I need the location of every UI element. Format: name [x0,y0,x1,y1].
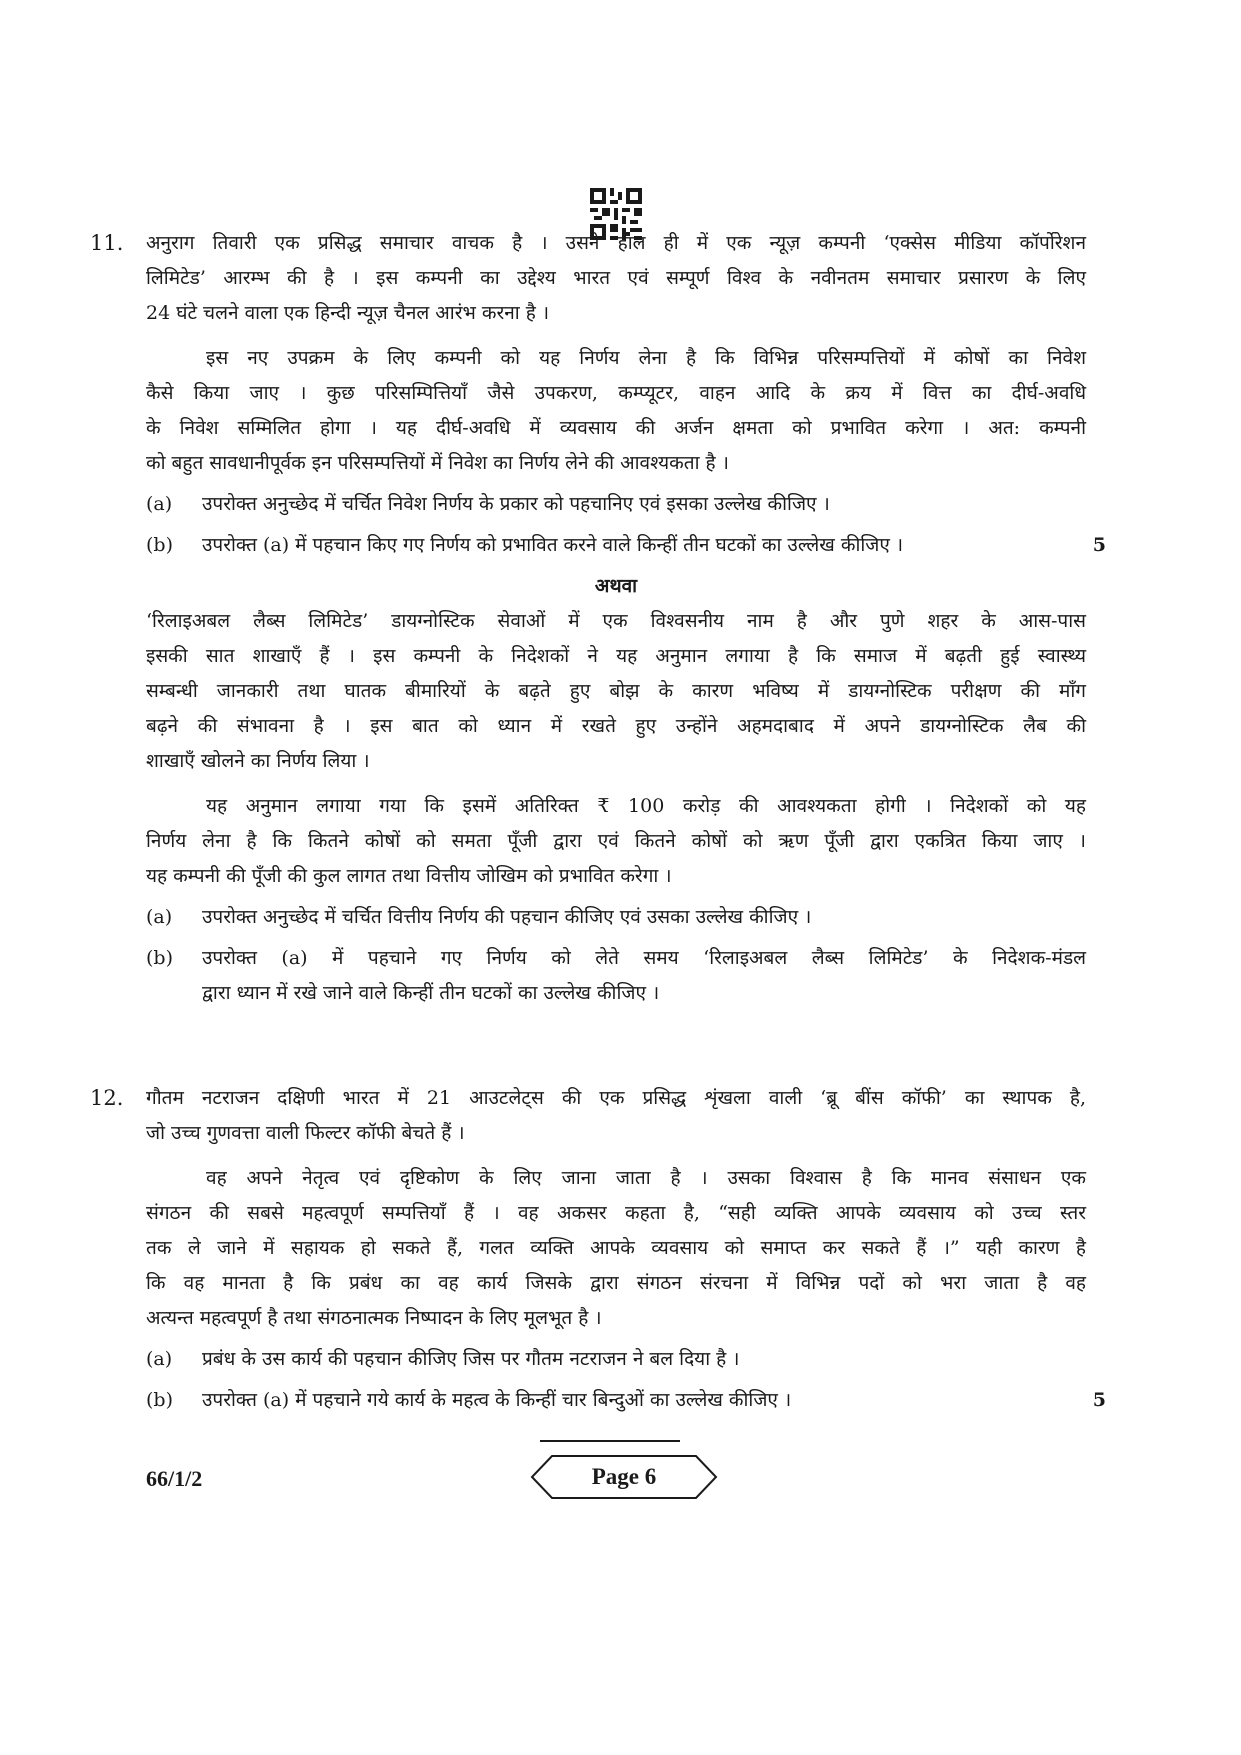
sub-question-text: उपरोक्त (a) में पहचाने गये कार्य के महत्व के किन्हीं चार बिन्दुओं का उल्लेख कीजिए । [202,1389,792,1411]
sub-question-label: (a) [146,906,173,928]
sub-question-text: उपरोक्त (a) में पहचाने गए निर्णय को लेते समय ‘रिलाइअबल लैब्स लिमिटेड’ के निदेशक-मंडल [202,947,1086,969]
sub-question-label: (b) [146,1389,173,1411]
question-11 [90,226,1106,1011]
text-line: तक ले जाने में सहायक हो सकते हैं, गलत व्यक्ति आपके व्यवसाय को समाप्त कर सकते हैं ।” यही कारण है [146,1237,1086,1259]
text-line: को बहुत सावधानीपूर्वक इन परिसम्पत्तियों में निवेश का निर्णय लेने की आवश्यकता है । [146,452,729,474]
question-number: 12. [90,1086,124,1110]
text-line: के निवेश सम्मिलित होगा । यह दीर्घ-अवधि में व्यवसाय की अर्जन क्षमता को प्रभावित करेगा । अत: कम्पनी [146,417,1086,439]
text-line: अनुराग तिवारी एक प्रसिद्ध समाचार वाचक है । उसने हाल ही में एक न्यूज़ कम्पनी ‘एक्सेस मीडिया कॉर्पोरेशन [146,232,1086,254]
question-12 [90,1081,1106,1418]
sub-question-text: उपरोक्त (a) में पहचान किए गए निर्णय को प्रभावित करने वाले किन्हीं तीन घटकों का उल्लेख कीजिए । [202,534,904,556]
sub-question-text: उपरोक्त अनुच्छेद में चर्चित निवेश निर्णय के प्रकार को पहचानिए एवं इसका उल्लेख कीजिए । [202,493,830,515]
text-line: इस नए उपक्रम के लिए कम्पनी को यह निर्णय लेना है कि विभिन्न परिसम्पत्तियों में कोषों का निवेश [206,347,1086,369]
text-line: बढ़ने की संभावना है । इस बात को ध्यान में रखते हुए उन्होंने अहमदाबाद में अपने डायग्नोस्टिक लैब की [146,715,1086,737]
text-line: जो उच्च गुणवत्ता वाली फिल्टर कॉफी बेचते हैं । [146,1122,465,1144]
text-line: अत्यन्त महत्वपूर्ण है तथा संगठनात्मक निष्पादन के लिए मूलभूत है । [146,1307,602,1329]
footer-divider [540,1440,680,1442]
text-line: निर्णय लेना है कि कितने कोषों को समता पूँजी द्वारा एवं कितने कोषों को ऋण पूँजी द्वारा एकत्रित किया जाए । [146,830,1086,852]
question-intro [146,1081,1086,1151]
question-intro [146,226,1086,331]
question-paragraph [146,341,1086,481]
sub-question-b [146,1383,1106,1418]
text-line: संगठन की सबसे महत्वपूर्ण सम्पत्तियाँ हैं । वह अकसर कहता है, “सही व्यक्ति आपके व्यवसाय को उच्च स्तर [146,1202,1086,1224]
text-line: इसकी सात शाखाएँ हैं । इस कम्पनी के निदेशकों ने यह अनुमान लगाया है कि समाज में बढ़ती हुई स्वास्थ्य [146,645,1086,667]
text-line: लिमिटेड’ आरम्भ की है । इस कम्पनी का उद्देश्य भारत एवं सम्पूर्ण विश्व के नवीनतम समाचार प्रसारण के लिए [146,267,1086,289]
text-line: सम्बन्धी जानकारी तथा घातक बीमारियों के बढ़ते हुए बोझ के कारण भविष्य में डायग्नोस्टिक परीक्षण की माँग [146,680,1086,702]
text-line: शाखाएँ खोलने का निर्णय लिया । [146,750,370,772]
sub-question-label: (a) [146,1348,173,1370]
sub-question-text: प्रबंध के उस कार्य की पहचान कीजिए जिस पर गौतम नटराजन ने बल दिया है । [202,1348,740,1370]
sub-question-b [146,528,1106,563]
sub-question-a [146,1342,1086,1377]
sub-question-text: उपरोक्त अनुच्छेद में चर्चित वित्तीय निर्णय की पहचान कीजिए एवं उसका उल्लेख कीजिए । [202,906,812,928]
text-line: ‘रिलाइअबल लैब्स लिमिटेड’ डायग्नोस्टिक सेवाओं में एक विश्वसनीय नाम है और पुणे शहर के आस-पास [146,610,1086,632]
text-line: यह अनुमान लगाया गया कि इसमें अतिरिक्त ₹ 100 करोड़ की आवश्यकता होगी । निदेशकों को यह [206,795,1086,817]
alt-sub-question-b [146,941,1086,1011]
text-line: कि वह मानता है कि प्रबंध का वह कार्य जिसके द्वारा संगठन संरचना में विभिन्न पदों को भरा जाता है वह [146,1272,1086,1294]
page-number: Page 6 [591,1464,657,1489]
text-line: वह अपने नेतृत्व एवं दृष्टिकोण के लिए जाना जाता है । उसका विश्वास है कि मानव संसाधन एक [206,1167,1086,1189]
text-line: यह कम्पनी की पूँजी की कुल लागत तथा वित्तीय जोखिम को प्रभावित करेगा । [146,865,672,887]
or-divider: अथवा [594,575,638,597]
page-number-badge [530,1454,718,1500]
text-line: गौतम नटराजन दक्षिणी भारत में 21 आउटलेट्स की एक प्रसिद्ध शृंखला वाली ‘ब्रू बींस कॉफी’ का स्थापक है, [146,1087,1086,1109]
alternative-paragraph [146,604,1086,779]
paper-code: 66/1/2 [146,1466,203,1491]
sub-question-a [146,487,1086,522]
sub-question-text: द्वारा ध्यान में रखे जाने वाले किन्हीं तीन घटकों का उल्लेख कीजिए । [202,982,660,1004]
text-line: कैसे किया जाए । कुछ परिसम्पित्तियाँ जैसे उपकरण, कम्प्यूटर, वाहन आदि के क्रय में वित्त का दीर्घ-अवधि [146,382,1086,404]
text-line: 24 घंटे चलने वाला एक हिन्दी न्यूज़ चैनल आरंभ करना है । [146,302,550,324]
question-paragraph [146,1161,1086,1336]
sub-question-label: (b) [146,534,173,556]
sub-question-label: (a) [146,493,173,515]
alt-sub-question-a [146,900,1086,935]
question-number: 11. [90,231,124,255]
marks-label: 5 [1092,1389,1106,1411]
alternative-paragraph [146,789,1086,894]
marks-label: 5 [1092,534,1106,556]
sub-question-label: (b) [146,947,173,969]
